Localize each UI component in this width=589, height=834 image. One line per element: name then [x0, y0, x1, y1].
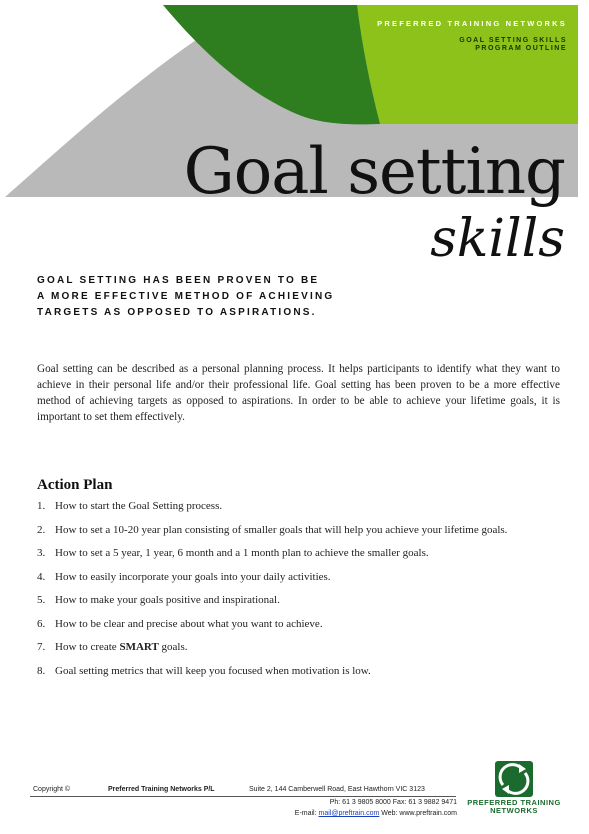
list-item-text: How to start the Goal Setting process. — [55, 500, 223, 512]
list-item-number: 4. — [37, 570, 46, 583]
web-address: Web: www.preftrain.com — [379, 810, 457, 817]
list-item — [37, 571, 537, 585]
list-item-text: How to make your goals positive and inspirational. — [55, 594, 280, 606]
logo-wordmark — [458, 799, 570, 815]
list-item-number: 8. — [37, 664, 46, 677]
company-address: Suite 2, 144 Camberwell Road, East Hawthorn VIC 3123 — [249, 786, 425, 793]
email-label: E-mail: — [294, 810, 319, 817]
action-plan-heading: Action Plan — [37, 477, 113, 493]
logo-wordmark-line: NETWORKS — [490, 806, 538, 815]
list-item-text: How to easily incorporate your goals into your daily activities. — [55, 570, 331, 583]
list-item-text: How to be clear and precise about what you want to achieve. — [55, 617, 323, 630]
document-title: Goal setting — [183, 135, 565, 209]
list-item — [37, 500, 537, 514]
list-item — [37, 524, 537, 538]
list-item-text: Goal setting metrics that will keep you focused when motivation is low. — [55, 664, 371, 677]
company-logo-icon — [495, 761, 533, 797]
list-item — [37, 641, 537, 655]
list-item-text: How to set a 10-20 year plan consisting of smaller goals that will help you achieve your lifetime goals. — [55, 523, 508, 536]
tagline-line: A MORE EFFECTIVE METHOD OF ACHIEVING — [37, 291, 335, 302]
tagline-line: GOAL SETTING HAS BEEN PROVEN TO BE — [37, 275, 320, 286]
tagline — [37, 273, 334, 321]
company-name: Preferred Training Networks P/L — [108, 786, 215, 793]
smart-keyword: SMART — [119, 641, 159, 653]
footer-divider — [30, 796, 456, 797]
email-link[interactable]: mail@preftrain.com — [318, 810, 380, 817]
tagline-line: TARGETS AS OPPOSED TO ASPIRATIONS. — [37, 307, 317, 318]
list-item-number: 7. — [37, 641, 46, 653]
list-item-number: 3. — [37, 547, 46, 559]
list-item-text-end: goals. — [158, 641, 188, 653]
list-item — [37, 594, 537, 608]
list-item-number: 5. — [37, 594, 46, 606]
logo-wordmark-line: PREFERRED TRAINING — [467, 798, 561, 807]
list-item — [37, 665, 537, 679]
list-item — [37, 547, 537, 561]
list-item-number: 2. — [37, 523, 46, 536]
list-item-text: How to set a 5 year, 1 year, 6 month and a 1 month plan to achieve the smaller goals. — [55, 547, 429, 559]
program-title: GOAL SETTING SKILLS — [459, 37, 567, 44]
intro-paragraph: Goal setting can be described as a personal planning process. It helps participants to identify what they want to achieve in their personal life and/or their professional life. Goal setting has been proven to be a more effective method of achieving targets as opposed to aspirations. In order to be able to achieve your lifetime goals, it is important to set them effectively. — [37, 363, 560, 423]
list-item-number: 1. — [37, 500, 46, 512]
list-item-text-start: How to create — [55, 641, 120, 653]
document-subtitle: skills — [430, 209, 565, 269]
list-item — [37, 618, 537, 632]
email-web-line — [295, 810, 457, 817]
program-subtitle: PROGRAM OUTLINE — [475, 45, 567, 52]
phone-fax: Ph: 61 3 9805 8000 Fax: 61 3 9882 9471 — [329, 799, 457, 806]
copyright-notice: Copyright © — [33, 786, 71, 793]
organisation-name: PREFERRED TRAINING NETWORKS — [377, 19, 567, 28]
list-item-number: 6. — [37, 617, 46, 630]
action-plan-list — [37, 500, 537, 688]
list-item-text — [55, 641, 188, 653]
